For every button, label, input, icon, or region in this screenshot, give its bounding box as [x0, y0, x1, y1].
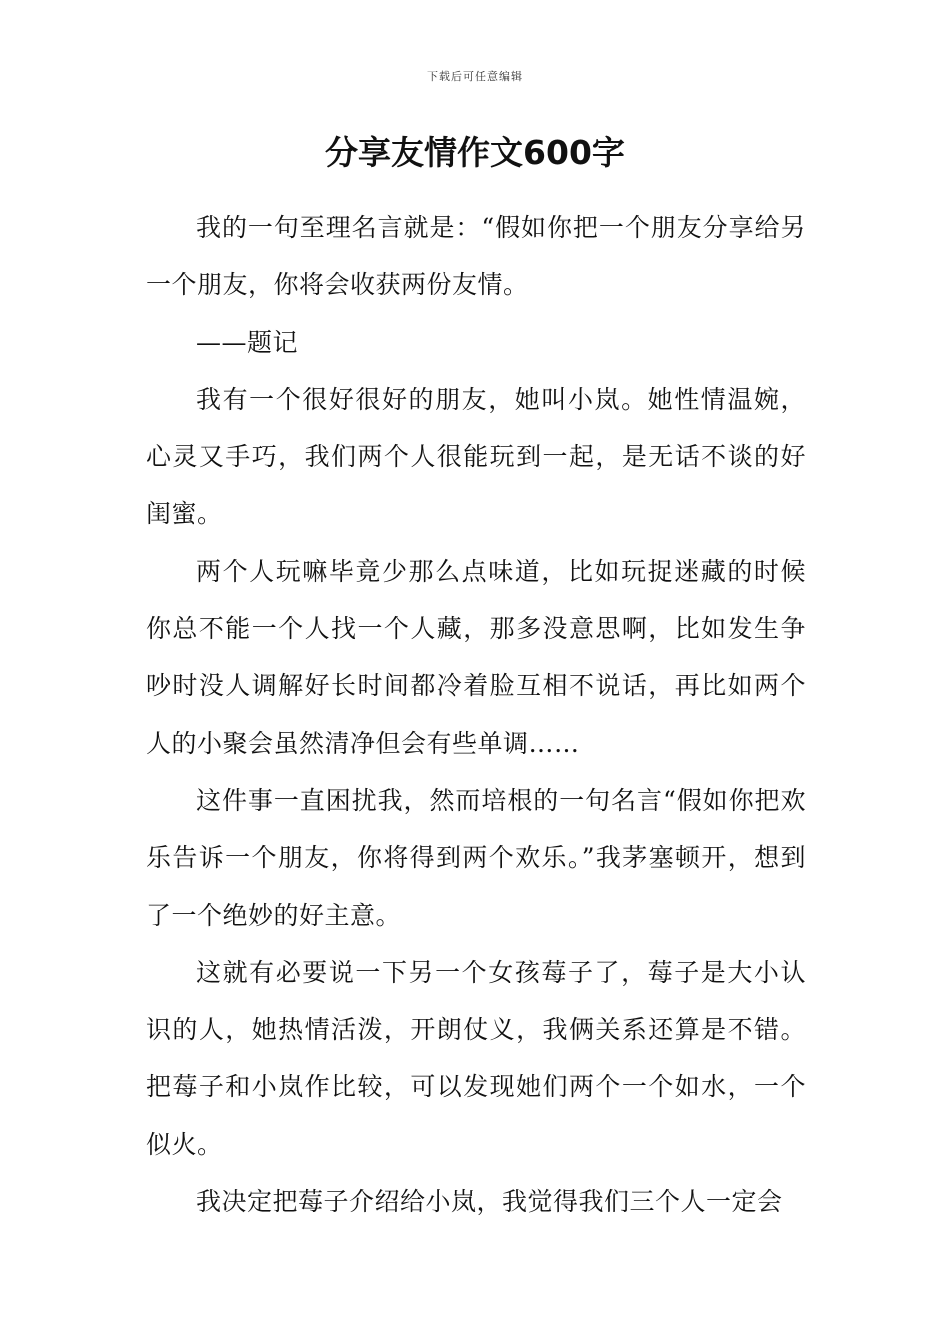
document-title: 分享友情作文600字 [325, 133, 625, 172]
paragraph: 我有一个很好很好的朋友，她叫小岚。她性情温婉，心灵又手巧，我们两个人很能玩到一起，是无话不谈的好闺蜜。 [146, 384, 806, 529]
paragraph: 我决定把莓子介绍给小岚，我觉得我们三个人一定会 [196, 1187, 783, 1217]
paragraph: 我的一句至理名言就是：“假如你把一个朋友分享给另一个朋友，你将会收获两份友情。 [146, 213, 806, 300]
paragraph: 这件事一直困扰我，然而培根的一句名言“假如你把欢乐告诉一个朋友，你将得到两个欢乐。”我茅塞顿开，想到了一个绝妙的好主意。 [146, 785, 806, 930]
paragraph-epigraph-attribution: ——题记 [196, 327, 299, 357]
paragraph: 两个人玩嘛毕竟少那么点味道，比如玩捉迷藏的时候你总不能一个人找一个人藏，那多没意思啊，比如发生争吵时没人调解好长时间都冷着脸互相不说话，再比如两个人的小聚会虽然清净但会有些单调…… [146, 556, 806, 758]
header-note: 下载后可任意编辑 [427, 70, 523, 83]
document-body [146, 199, 806, 1230]
paragraph: 这就有必要说一下另一个女孩莓子了，莓子是大小认识的人，她热情活泼，开朗仗义，我俩关系还算是不错。把莓子和小岚作比较，可以发现她们两个一个如水，一个似火。 [146, 957, 806, 1159]
